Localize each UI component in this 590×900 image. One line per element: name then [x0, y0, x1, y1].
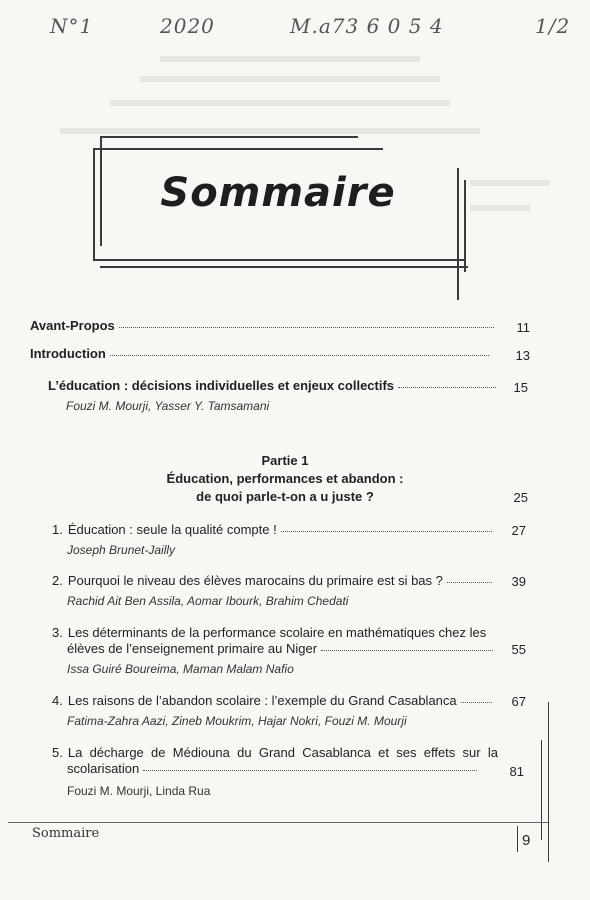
- chapter-number: 1.: [52, 522, 63, 537]
- frame-top-line: [93, 148, 383, 150]
- leader-dots: [110, 355, 489, 356]
- part-heading: [120, 452, 450, 506]
- chapter-authors: Issa Guiré Boureima, Maman Malam Nafio: [67, 662, 294, 676]
- toc-entry-avant-propos[interactable]: [30, 318, 500, 333]
- chapter-title-continued: scolarisation: [67, 761, 140, 776]
- chapter-authors: Fouzi M. Mourji, Linda Rua: [67, 784, 211, 798]
- chapter-authors: Joseph Brunet-Jailly: [67, 543, 176, 557]
- chapter-title: Pourquoi le niveau des élèves marocains du primaire est si bas ?: [67, 573, 443, 588]
- footer-page-number: 9: [522, 832, 531, 849]
- part-title-line: Éducation, performances et abandon :: [166, 471, 404, 486]
- leader-dots: [281, 531, 492, 532]
- chapter-title: Les déterminants de la performance scolaire en mathématiques chez les: [67, 625, 487, 640]
- chapter-page: 39: [511, 574, 526, 589]
- toc-entry-page: 11: [516, 320, 530, 335]
- leader-dots: [398, 387, 496, 388]
- chapter-page: 55: [511, 642, 526, 657]
- toc-chapter-4[interactable]: [52, 693, 498, 709]
- chapter-number: 2.: [52, 573, 63, 588]
- toc-entry-page: 15: [513, 380, 528, 395]
- chapter-authors: Rachid Ait Ben Assila, Aomar Ibourk, Brahim Chedati: [67, 594, 349, 608]
- chapter-page: 27: [511, 523, 526, 538]
- show-through-line: [140, 76, 440, 82]
- handwritten-reference: M.a73 6 0 5 4: [290, 14, 444, 38]
- chapter-title: Les raisons de l’abandon scolaire : l’exemple du Grand Casablanca: [67, 693, 457, 708]
- leader-dots: [461, 702, 492, 703]
- handwritten-page: 1/2: [535, 14, 571, 38]
- leader-dots: [119, 327, 494, 328]
- frame-right-inner-line: [464, 180, 466, 272]
- footer-page-divider: [517, 826, 518, 852]
- chapter-title: Éducation : seule la qualité compte !: [67, 522, 277, 537]
- margin-rule: [548, 702, 549, 862]
- toc-entry-label: Introduction: [30, 346, 106, 361]
- chapter-number: 3.: [52, 625, 63, 640]
- toc-entry-label: Avant-Propos: [30, 318, 115, 333]
- part-title-line: de quoi parle-t-on a u juste ?: [196, 489, 374, 504]
- chapter-number: 4.: [52, 693, 63, 708]
- frame-bottom-line: [93, 259, 465, 261]
- toc-chapter-5[interactable]: [52, 745, 498, 777]
- frame-top-inner-line: [100, 136, 358, 138]
- chapter-page: 67: [511, 694, 526, 709]
- show-through-line: [470, 205, 530, 211]
- part-page: 25: [513, 490, 528, 505]
- show-through-line: [110, 100, 450, 106]
- handwritten-number: N°1: [50, 14, 94, 38]
- show-through-line: [470, 180, 550, 186]
- leader-dots: [321, 650, 493, 651]
- toc-entry-page: 13: [515, 348, 530, 363]
- leader-dots: [143, 770, 477, 771]
- toc-entry-label: L’éducation : décisions individuelles et enjeux collectifs: [48, 378, 395, 393]
- frame-bottom-inner-line: [100, 266, 468, 268]
- toc-entry-introduction[interactable]: [30, 346, 495, 361]
- toc-chapter-3[interactable]: [52, 625, 512, 657]
- chapter-title-continued: élèves de l’enseignement primaire au Niger: [67, 641, 318, 656]
- toc-entry-education[interactable]: [48, 378, 502, 393]
- page-title: Sommaire: [160, 170, 396, 216]
- chapter-authors: Fatima-Zahra Aazi, Zineb Moukrim, Hajar Nokri, Fouzi M. Mourji: [67, 714, 407, 728]
- part-number: Partie 1: [261, 453, 309, 468]
- margin-rule: [541, 740, 542, 840]
- leader-dots: [447, 582, 492, 583]
- footer-label: Sommaire: [32, 826, 100, 841]
- handwritten-year: 2020: [160, 14, 215, 38]
- footer-rule: [8, 822, 548, 823]
- toc-chapter-1[interactable]: [52, 522, 498, 538]
- chapter-number: 5.: [52, 745, 63, 760]
- chapter-page: 81: [509, 764, 524, 779]
- show-through-line: [160, 56, 420, 62]
- chapter-title: La décharge de Médiouna du Grand Casablanca et ses effets sur la: [67, 745, 498, 760]
- show-through-line: [60, 128, 480, 134]
- toc-entry-authors: Fouzi M. Mourji, Yasser Y. Tamsamani: [66, 399, 270, 413]
- toc-chapter-2[interactable]: [52, 573, 498, 589]
